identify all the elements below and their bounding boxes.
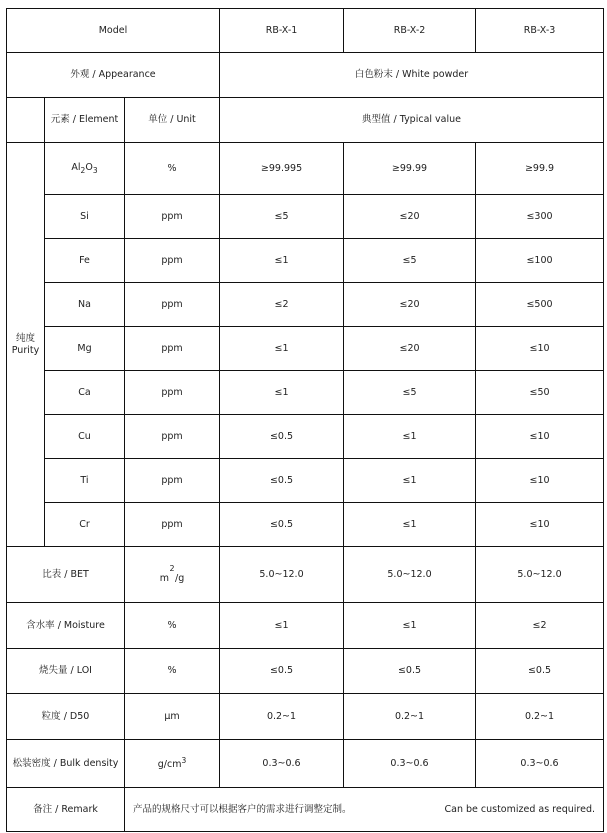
model-3: RB-X-3 [476,9,604,53]
table-row-ti [7,459,604,503]
value-cell: ≤5 [344,371,476,415]
table-row-na [7,283,604,327]
value-cell: ≤5 [220,195,344,239]
value-cell: ≤0.5 [220,415,344,459]
unit-header: 单位 / Unit [125,98,220,143]
value-cell: ≤100 [476,239,604,283]
table-row-si [7,195,604,239]
value-cell: ≤1 [344,503,476,547]
value-cell: 0.2~1 [220,694,344,740]
value-cell: 0.2~1 [344,694,476,740]
element-cell: Fe [45,239,125,283]
value-cell: ≤1 [220,603,344,649]
bulk-density-label: 松装密度 / Bulk density [7,740,125,788]
element-header: 元素 / Element [45,98,125,143]
value-cell: ≤300 [476,195,604,239]
purity-label-cn: 纯度 [15,332,35,344]
unit-cell: % [125,603,220,649]
remark-label: 备注 / Remark [7,788,125,832]
value-cell: 0.3~0.6 [344,740,476,788]
remark-row [7,788,604,832]
element-cell: Ca [45,371,125,415]
typical-value-header: 典型值 / Typical value [220,98,604,143]
element-cell: Ti [45,459,125,503]
value-cell: ≤5 [344,239,476,283]
value-cell: ≤0.5 [220,459,344,503]
d50-label: 粒度 / D50 [7,694,125,740]
value-cell: ≤1 [220,371,344,415]
element-al2o3: $Al_2O_3$ [45,143,125,195]
value-cell: 5.0~12.0 [344,547,476,603]
spec-table [6,8,604,832]
value-cell: ≤0.5 [220,503,344,547]
element-cell: Na [45,283,125,327]
value-cell: ≤500 [476,283,604,327]
value-cell: ≤0.5 [220,649,344,694]
table-row-fe [7,239,604,283]
value-cell: 0.3~0.6 [220,740,344,788]
value-cell: ≤10 [476,327,604,371]
appearance-row [7,53,604,98]
unit-cell: ppm [125,371,220,415]
value-cell: ≤1 [344,603,476,649]
blank-cell [7,98,45,143]
d50-row [7,694,604,740]
column-header-row [7,98,604,143]
value-cell: 0.3~0.6 [476,740,604,788]
element-cell: Cr [45,503,125,547]
value-cell: 0.2~1 [476,694,604,740]
model-row [7,9,604,53]
value-cell: ≤10 [476,415,604,459]
bet-unit [125,547,220,603]
value-cell: ≥99.995 [220,143,344,195]
value-cell: ≤1 [220,327,344,371]
unit-cell: ppm [125,283,220,327]
value-cell: 5.0~12.0 [220,547,344,603]
value-cell: ≤1 [344,459,476,503]
loi-label: 烧失量 / LOI [7,649,125,694]
unit-cell: ppm [125,327,220,371]
table-row-cr [7,503,604,547]
table-row-al2o3 [7,143,604,195]
value-cell: ≤1 [220,239,344,283]
remark-text [125,788,604,832]
bet-unit-main: m /g [159,572,185,584]
value-cell: ≤10 [476,459,604,503]
unit-cell: ppm [125,195,220,239]
unit-cell: ppm [125,459,220,503]
value-cell: ≤20 [344,327,476,371]
value-cell: ≤50 [476,371,604,415]
value-cell: ≤1 [344,415,476,459]
unit-cell: ppm [125,415,220,459]
element-cell: Mg [45,327,125,371]
value-cell: 5.0~12.0 [476,547,604,603]
remark-text-cn: 产品的规格尺寸可以根据客户的需求进行调整定制。 [133,803,352,815]
purity-label [7,143,45,547]
bet-row [7,547,604,603]
bet-unit-sup: 2 [169,563,175,573]
bulk-density-row [7,740,604,788]
value-cell: ≤0.5 [476,649,604,694]
value-cell: ≥99.9 [476,143,604,195]
value-cell: ≤0.5 [344,649,476,694]
value-cell: ≤20 [344,283,476,327]
loi-row [7,649,604,694]
unit-cell: ppm [125,239,220,283]
table-row-mg [7,327,604,371]
element-cell: Cu [45,415,125,459]
unit-cell: % [125,649,220,694]
table-row-cu [7,415,604,459]
model-2: RB-X-2 [344,9,476,53]
table-row-ca [7,371,604,415]
moisture-row [7,603,604,649]
model-label: Model [7,9,220,53]
value-cell: ≥99.99 [344,143,476,195]
purity-label-en: Purity [11,344,40,356]
element-cell: Si [45,195,125,239]
value-cell: ≤10 [476,503,604,547]
appearance-value: 白色粉末 / White powder [220,53,604,98]
model-1: RB-X-1 [220,9,344,53]
bulk-density-unit: $g/cm^3$ [125,740,220,788]
unit-cell: % [125,143,220,195]
value-cell: ≤20 [344,195,476,239]
value-cell: ≤2 [476,603,604,649]
unit-cell: ppm [125,503,220,547]
moisture-label: 含水率 / Moisture [7,603,125,649]
bet-label: 比表 / BET [7,547,125,603]
unit-cell: μm [125,694,220,740]
appearance-label: 外观 / Appearance [7,53,220,98]
value-cell: ≤2 [220,283,344,327]
remark-text-en: Can be customized as required. [444,803,596,815]
